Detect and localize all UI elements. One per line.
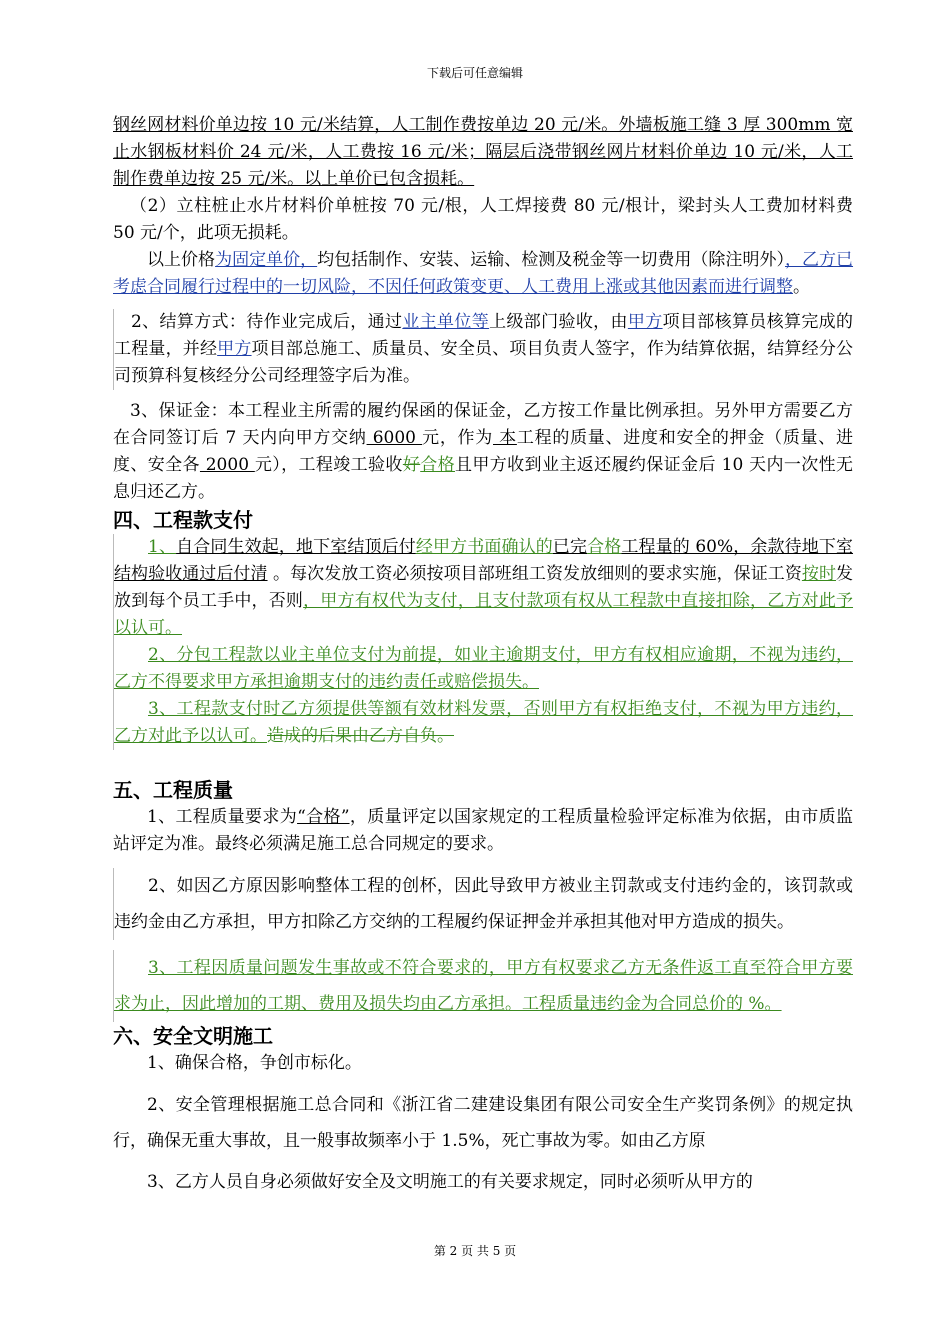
text-segment: 本 (493, 428, 517, 448)
text-segment: 以上价格 (147, 250, 216, 270)
text-segment: 项目部总施工、质量员、安全员、项目负责人签字，作为结算依据，结算经分公司预算科复核经分公司经理签字后为准。 (114, 339, 854, 386)
text-segment: ，质量评定以国家规定的工程质量检验评定标准为依据，由市质监站评定为准。最终必须满足施工总合同规定的要求。 (113, 807, 853, 854)
text-segment: 上级部门验收，由 (489, 312, 628, 332)
paragraph-material-prices: 钢丝网材料价单边按 10 元/米结算，人工制作费按单边 20 元/米。外墙板施工缝 3 厚 300mm 宽止水钢板材料价 24 元/米，人工费按 16 元/米；隔层后浇带钢丝网片材料价单边 10 元/米，人工制作费单边按 25 元/米。以上单价已包含损耗。 (113, 115, 853, 189)
paragraph-deposit (113, 398, 853, 506)
paragraph-column-pile: （2）立柱桩止水片材料价单桩按 70 元/根，人工焊接费 80 元/根计，梁封头人工费加材料费 50 元/个，此项无损耗。 (113, 196, 853, 243)
text-segment: 均包括制作、安装、运输、检测及税金等一切费用（除注明外） (317, 250, 785, 270)
paragraph-quality-1 (113, 804, 853, 858)
text-segment: 6000 (366, 428, 423, 448)
paragraph-payment-1 (113, 534, 853, 642)
paragraph-quality-2: 2、如因乙方原因影响整体工程的创杯，因此导致甲方被业主罚款或支付违约金的，该罚款或违约金由乙方承担，甲方扣除乙方交纳的工程履约保证押金并承担其他对甲方造成的损失。 (113, 868, 853, 940)
section-title-payment: 四、工程款支付 (113, 508, 253, 532)
section-title-safety: 六、安全文明施工 (113, 1024, 273, 1048)
text-segment: 甲方 (217, 339, 252, 359)
text-segment: 1、工程质量要求为 (147, 807, 298, 827)
text-segment: 工程的质量、进度和安全的押金（质量、进度、安全各 (113, 428, 854, 475)
text-segment: 地下室结顶后付 (295, 537, 416, 557)
paragraph-safety-1: 1、确保合格，争创市标化。 (147, 1053, 362, 1073)
text-segment: 元，作为 (422, 428, 494, 448)
text-segment: 自合同生效起， (176, 537, 296, 557)
text-segment: 3、工程款支付时乙方须提供等额有效材料发票，否则甲方有权拒绝支付，不视为甲方违约，乙方对此予以认可。 (114, 699, 853, 746)
text-segment: 已完 (552, 537, 588, 557)
text-segment: 造成的后果由乙方自负。 (267, 726, 454, 746)
text-segment: 且甲方收到业主返还履约保证金后 10 天内一次性无息归还乙方。 (113, 455, 854, 502)
paragraph-fixed-price (113, 247, 853, 301)
text-segment: 业主单位等 (402, 312, 490, 332)
page-footer: 第 2 页 共 5 页 (433, 1244, 517, 1258)
text-segment: ，甲方有权代为支付，且支付款项有权从工程款中直接扣除，乙方对此予以认可。 (114, 591, 854, 638)
section-title-quality: 五、工程质量 (113, 778, 233, 802)
text-segment: 。 (793, 277, 810, 297)
document-body (113, 112, 853, 1196)
text-segment: 合格 (587, 537, 622, 557)
text-segment: 发放到每个员工手中，否则 (114, 564, 854, 611)
text-segment: 甲方 (627, 312, 663, 332)
paragraph-safety-2: 2、安全管理根据施工总合同和《浙江省二建建设集团有限公司安全生产奖罚条例》的规定执行，确保无重大事故，且一般事故频率小于 1.5%，死亡事故为零。如由乙方原 (113, 1095, 853, 1151)
paragraph-settlement (113, 309, 853, 390)
text-segment: 2、结算方式：待作业完成后，通过 (131, 312, 403, 332)
text-segment: 项目部核算员核算完成的工程量，并经 (114, 312, 854, 359)
paragraph-payment-3 (113, 696, 853, 750)
paragraph-safety-3: 3、乙方人员自身必须做好安全及文明施工的有关要求规定，同时必须听从甲方的 (147, 1172, 753, 1192)
text-segment: 元），工程竣工验收 (254, 455, 403, 475)
text-segment: 合格 (420, 455, 455, 475)
text-segment: ，乙方已考虑合同履行过程中的一切风险，不因任何政策变更、人工费用上涨或其他因素而进行调整 (113, 250, 854, 297)
text-segment: 经甲方书面确认的 (415, 537, 553, 557)
text-segment: 为固定单价， (215, 250, 318, 270)
text-segment: “合格” (297, 807, 350, 827)
text-segment: 好 (402, 455, 421, 475)
text-segment: 按时 (801, 564, 837, 584)
paragraph-quality-3: 3、工程因质量问题发生事故或不符合要求的，甲方有权要求乙方无条件返工直至符合甲方要求为止，因此增加的工期、费用及损失均由乙方承担。工程质量违约金为合同总价的 %。 (113, 950, 853, 1022)
text-segment: 3、保证金：本工程业主所需的履约保函的保证金，乙方按工作量比例承担。另外甲方需要乙方在合同签订后 7 天内向甲方交纳 (113, 401, 853, 448)
text-segment: 1、 (148, 537, 177, 557)
paragraph-payment-2: 2、分包工程款以业主单位支付为前提，如业主逾期支付，甲方有权相应逾期，不视为违约，乙方不得要求甲方承担逾期支付的违约责任或赔偿损失。 (113, 642, 853, 696)
text-segment: 2000 (199, 455, 255, 475)
page-header: 下载后可任意编辑 (426, 66, 523, 80)
text-segment: 。每次发放工资必须按项目部班组工资发放细则的要求实施，保证工资 (267, 564, 802, 584)
text-segment: 工程量的 60%，余款待地下室结构验收通过后付清 (114, 537, 854, 584)
